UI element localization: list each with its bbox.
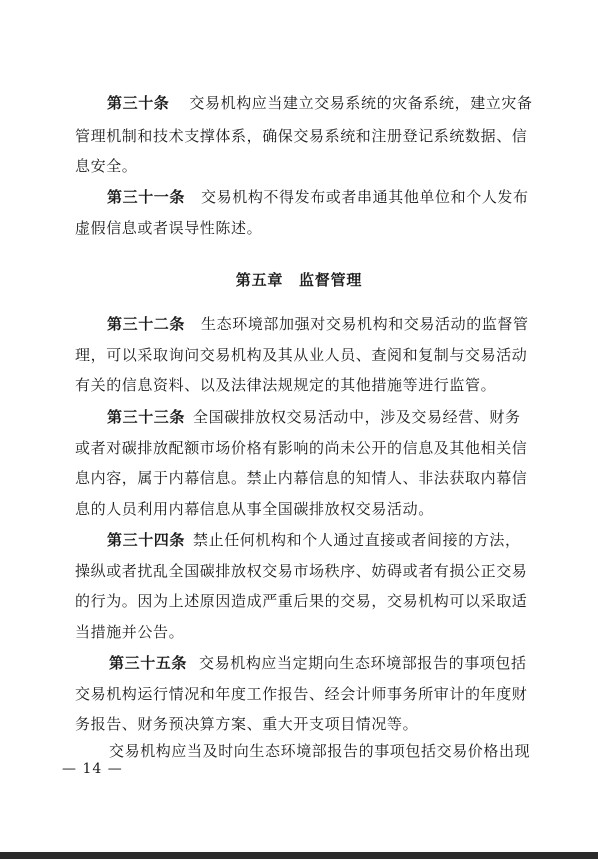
article-35-title: 第三十五条 [109, 654, 188, 672]
article-34-line-2: 操纵或者扰乱全国碳排放权交易市场秩序、妨碍或者有损公正交易 [75, 562, 528, 580]
article-31-first-line [107, 187, 529, 207]
article-35-first-line [109, 653, 527, 673]
article-30-line-3: 息安全。 [75, 157, 138, 175]
article-32-first-line [107, 314, 529, 334]
last-paragraph-line: 交易机构应当及时向生态环境部报告的事项包括交易价格出现 [109, 742, 531, 760]
article-30-first-line [107, 93, 533, 113]
page-number: — 14 — [62, 761, 123, 777]
article-30-title: 第三十条 [107, 94, 170, 112]
article-31-title: 第三十一条 [107, 188, 186, 206]
article-32-line-3: 有关的信息资料、以及法律法规规定的其他措施等进行监管。 [75, 376, 497, 394]
article-32-line-2: 理，可以采取询问交易机构及其从业人员、查阅和复制与交易活动 [75, 346, 528, 364]
article-30-line-2: 管理机制和技术支撑体系，确保交易系统和注册登记系统数据、信 [75, 127, 528, 145]
article-33-title: 第三十三条 [107, 408, 186, 426]
article-31-line-2: 虚假信息或者误导性陈述。 [75, 219, 263, 237]
article-31-line-1: 交易机构不得发布或者串通其他单位和个人发布 [201, 188, 529, 206]
article-33-line-1: 全国碳排放权交易活动中，涉及交易经营、财务 [193, 408, 521, 426]
bottom-edge-bar [0, 852, 598, 859]
article-33-line-4: 息的人员利用内幕信息从事全国碳排放权交易活动。 [75, 500, 434, 518]
chapter-title: 第五章 监督管理 [235, 271, 363, 289]
article-34-first-line [107, 530, 521, 550]
article-35-line-1: 交易机构应当定期向生态环境部报告的事项包括 [199, 654, 527, 672]
article-34-title: 第三十四条 [107, 531, 186, 549]
article-33-line-2: 或者对碳排放配额市场价格有影响的尚未公开的信息及其他相关信 [75, 439, 528, 457]
article-33-line-3: 息内容，属于内幕信息。禁止内幕信息的知情人、非法获取内幕信 [75, 469, 528, 487]
article-30-line-1: 交易机构应当建立交易系统的灾备系统，建立灾备 [189, 94, 533, 112]
article-34-line-3: 的行为。因为上述原因造成严重后果的交易，交易机构可以采取适 [75, 592, 528, 610]
article-32-title: 第三十二条 [107, 315, 186, 333]
article-32-line-1: 生态环境部加强对交易机构和交易活动的监督管 [201, 315, 529, 333]
article-34-line-1: 禁止任何机构和个人通过直接或者间接的方法， [193, 531, 521, 549]
article-35-line-2: 交易机构运行情况和年度工作报告、经会计师事务所审计的年度财 [75, 685, 528, 703]
article-34-line-4: 当措施并公告。 [75, 623, 185, 641]
article-35-line-3: 务报告、财务预决算方案、重大开支项目情况等。 [75, 715, 419, 733]
article-33-first-line [107, 407, 521, 427]
